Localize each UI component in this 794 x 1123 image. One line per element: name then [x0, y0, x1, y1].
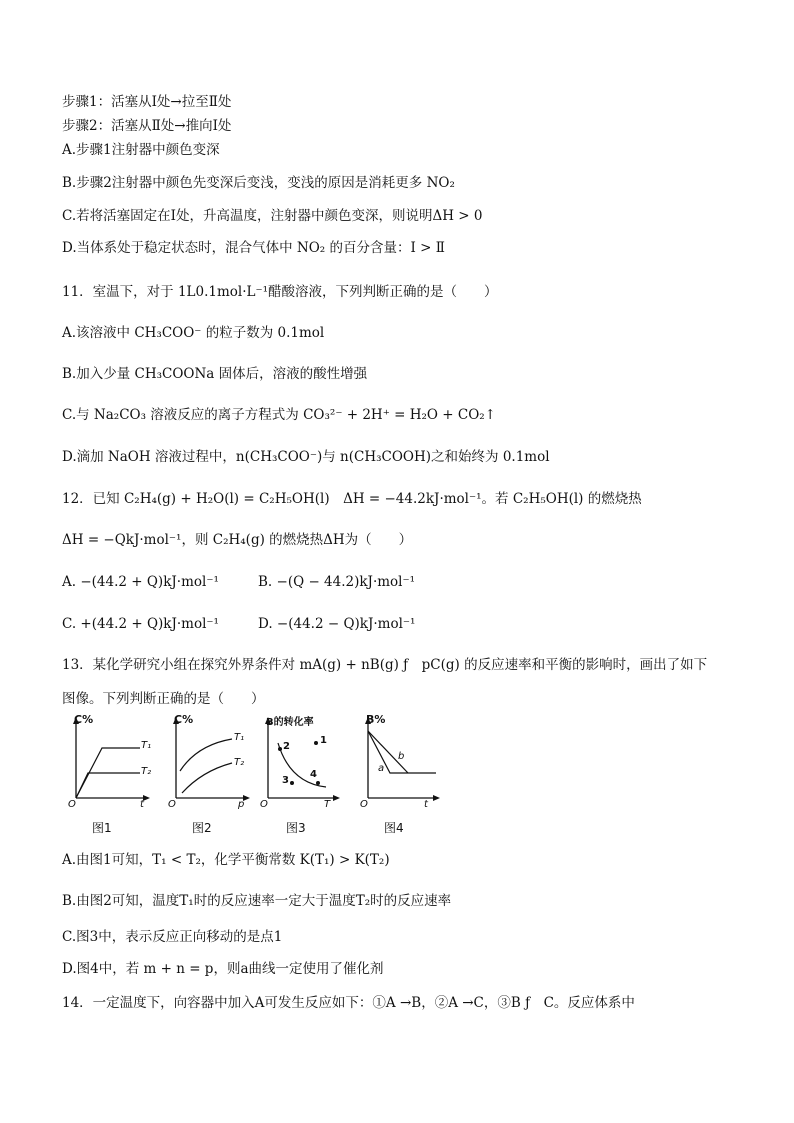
step1-text: 步骤1：活塞从Ⅰ处→拉至Ⅱ处: [62, 94, 232, 110]
figure-2-origin: O: [168, 799, 176, 810]
q13-figures: [62, 713, 462, 843]
q12-stem-cont: ΔH = −QkJ·mol⁻¹，则 C₂H₄(g) 的燃烧热ΔH为（ ）: [62, 532, 413, 548]
figure-1: [62, 713, 152, 833]
figure-3-x-label: T: [324, 799, 331, 810]
q10-option-d: D.当体系处于稳定状态时，混合气体中 NO₂ 的百分含量：Ⅰ > Ⅱ: [62, 240, 445, 256]
figure-3-origin: O: [260, 799, 268, 810]
q12-option-b: B. −(Q − 44.2)kJ·mol⁻¹: [258, 574, 416, 590]
q10-option-b: B.步骤2注射器中颜色先变深后变浅，变浅的原因是消耗更多 NO₂: [62, 175, 455, 191]
figure-4-curve-a: a: [378, 763, 385, 774]
figure-3-point-4: 4: [310, 769, 317, 780]
q13-stem: 13．某化学研究小组在探究外界条件对 mA(g) + nB(g) ƒ pC(g) 的反应速率和平衡的影响时，画出了如下: [62, 657, 708, 673]
figure-3-point-1: 1: [320, 735, 327, 746]
figure-4-curve-b: b: [398, 751, 405, 762]
q13-option-a: A.由图1可知，T₁ < T₂，化学平衡常数 K(T₁) > K(T₂): [62, 852, 390, 868]
q11-option-a: A.该溶液中 CH₃COO⁻ 的粒子数为 0.1mol: [62, 325, 325, 341]
q14-stem: 14．一定温度下，向容器中加入A可发生反应如下：①A →B，②A →C，③B ƒ C。反应体系中: [62, 995, 635, 1011]
q12-option-c: C. +(44.2 + Q)kJ·mol⁻¹: [62, 616, 219, 632]
figure-1-graph: [62, 713, 152, 813]
figure-4-origin: O: [360, 799, 368, 810]
figure-1-t2-label: T₂: [141, 766, 152, 777]
figure-3-caption: 图3: [286, 821, 306, 835]
figure-4: [358, 713, 448, 833]
figure-3-graph: [258, 713, 348, 813]
q11-option-b: B.加入少量 CH₃COONa 固体后，溶液的酸性增强: [62, 366, 368, 382]
figure-1-y-label: C%: [74, 713, 94, 726]
figure-4-y-label: B%: [366, 713, 386, 726]
figure-3-point-2: 2: [283, 741, 290, 752]
q13-option-c: C.图3中，表示反应正向移动的是点1: [62, 929, 283, 945]
step2-text: 步骤2：活塞从Ⅱ处→推向Ⅰ处: [62, 118, 232, 134]
figure-4-graph: [358, 713, 448, 813]
figure-2-t2-label: T₂: [234, 757, 245, 768]
figure-1-t1-label: T₁: [141, 740, 152, 751]
q11-stem: 11．室温下，对于 1L0.1mol·L⁻¹醋酸溶液，下列判断正确的是（ ）: [62, 284, 498, 300]
figure-2-caption: 图2: [192, 821, 212, 835]
figure-1-caption: 图1: [92, 821, 112, 835]
figure-1-x-label: t: [140, 799, 144, 810]
figure-2-y-label: C%: [174, 713, 194, 726]
figure-4-caption: 图4: [384, 821, 404, 835]
q12-option-a: A. −(44.2 + Q)kJ·mol⁻¹: [62, 574, 219, 590]
figure-4-x-label: t: [424, 799, 428, 810]
q10-option-a: A.步骤1注射器中颜色变深: [62, 142, 220, 158]
figure-1-origin: O: [68, 799, 76, 810]
q11-option-c: C.与 Na₂CO₃ 溶液反应的离子方程式为 CO₃²⁻ + 2H⁺ = H₂O + CO₂↑: [62, 407, 496, 423]
q12-option-d: D. −(44.2 − Q)kJ·mol⁻¹: [258, 616, 416, 632]
figure-3-y-label: B的转化率: [266, 717, 314, 728]
figure-2-x-label: p: [238, 799, 245, 810]
q12-stem: 12．已知 C₂H₄(g) + H₂O(l) = C₂H₅OH(l) ΔH = −44.2kJ·mol⁻¹。若 C₂H₅OH(l) 的燃烧热: [62, 491, 642, 507]
q13-stem-cont: 图像。下列判断正确的是（ ）: [62, 691, 265, 707]
figure-3-point-3: 3: [282, 775, 289, 786]
q10-option-c: C.若将活塞固定在Ⅰ处，升高温度，注射器中颜色变深，则说明ΔH > 0: [62, 208, 483, 224]
q13-option-b: B.由图2可知，温度T₁时的反应速率一定大于温度T₂时的反应速率: [62, 893, 452, 909]
figure-2-t1-label: T₁: [234, 732, 245, 743]
q11-option-d: D.滴加 NaOH 溶液过程中，n(CH₃COO⁻)与 n(CH₃COOH)之和始终为 0.1mol: [62, 449, 550, 465]
q13-option-d: D.图4中，若 m + n = p，则a曲线一定使用了催化剂: [62, 961, 384, 977]
figure-2: [162, 713, 252, 833]
figure-3: [258, 713, 348, 833]
